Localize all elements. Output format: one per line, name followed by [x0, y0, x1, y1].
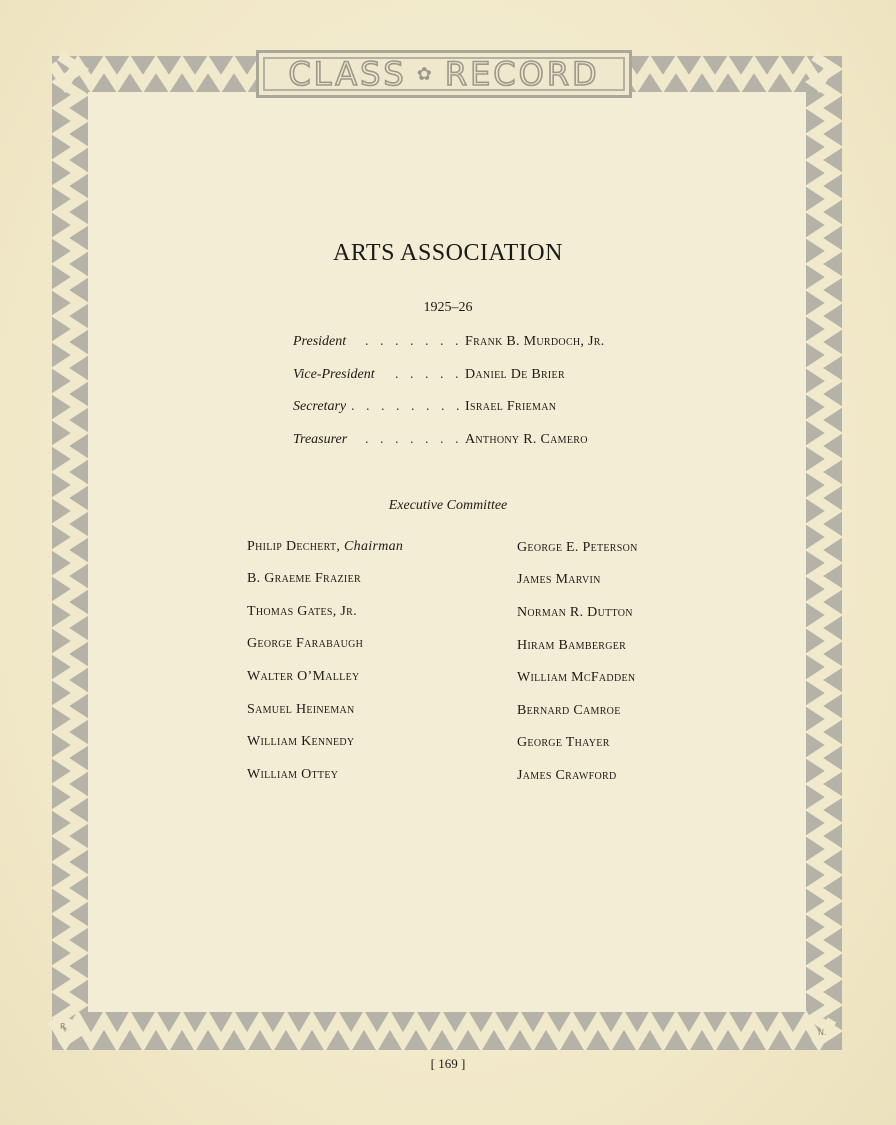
officer-row-vice-president — [293, 367, 633, 389]
committee-member: William McFadden — [517, 670, 636, 685]
officer-name: Daniel De Brier — [465, 367, 565, 382]
committee-member: James Marvin — [517, 572, 601, 587]
officer-role: Secretary — [293, 399, 347, 414]
leader-dots: . . . . . — [395, 367, 463, 382]
committee-member: William Ottey — [247, 767, 339, 782]
officer-row-secretary — [293, 399, 633, 421]
committee-member: Thomas Gates, Jr. — [247, 604, 357, 619]
committee-member: Norman R. Dutton — [517, 605, 633, 620]
committee-member: George Farabaugh — [247, 636, 364, 651]
officer-row-president — [293, 334, 633, 356]
chairman-note: Chairman — [344, 539, 404, 554]
member-name: Philip Dechert, — [247, 539, 341, 554]
officer-role: Vice-President — [293, 367, 375, 382]
committee-member: Bernard Camroe — [517, 703, 621, 718]
committee-member: William Kennedy — [247, 734, 355, 749]
inner-page-panel — [88, 92, 806, 1012]
officer-name: Israel Frieman — [465, 399, 557, 414]
committee-member: George E. Peterson — [517, 540, 638, 555]
leader-dots: . . . . . . . — [365, 334, 463, 349]
committee-heading: Executive Committee — [388, 498, 508, 513]
committee-member: Hiram Bamberger — [517, 638, 627, 653]
artist-initial-right: N. — [818, 1028, 827, 1037]
officer-name: Anthony R. Camero — [465, 432, 588, 447]
officer-role: President — [293, 334, 347, 349]
page-title: ARTS ASSOCIATION — [333, 240, 563, 266]
leader-dots: . . . . . . . . — [351, 399, 464, 414]
page-number: [ 169 ] — [430, 1056, 466, 1071]
committee-member: George Thayer — [517, 735, 610, 750]
header-word-class: CLASS — [288, 55, 407, 93]
officer-row-treasurer — [293, 432, 633, 454]
header-word-record: RECORD — [444, 55, 600, 93]
committee-member: B. Graeme Frazier — [247, 571, 361, 586]
leader-dots: . . . . . . . — [365, 432, 463, 447]
season-year: 1925–26 — [423, 300, 473, 315]
officer-name: Frank B. Murdoch, Jr. — [465, 334, 605, 349]
committee-member: Walter O’Malley — [247, 669, 360, 684]
artist-initial-left: R — [60, 1022, 66, 1031]
flower-ornament-icon: ✿ — [416, 63, 435, 85]
committee-member: James Crawford — [517, 768, 617, 783]
class-record-header — [256, 50, 632, 98]
committee-member — [247, 539, 403, 555]
officer-role: Treasurer — [293, 432, 348, 447]
committee-member: Samuel Heineman — [247, 702, 355, 717]
